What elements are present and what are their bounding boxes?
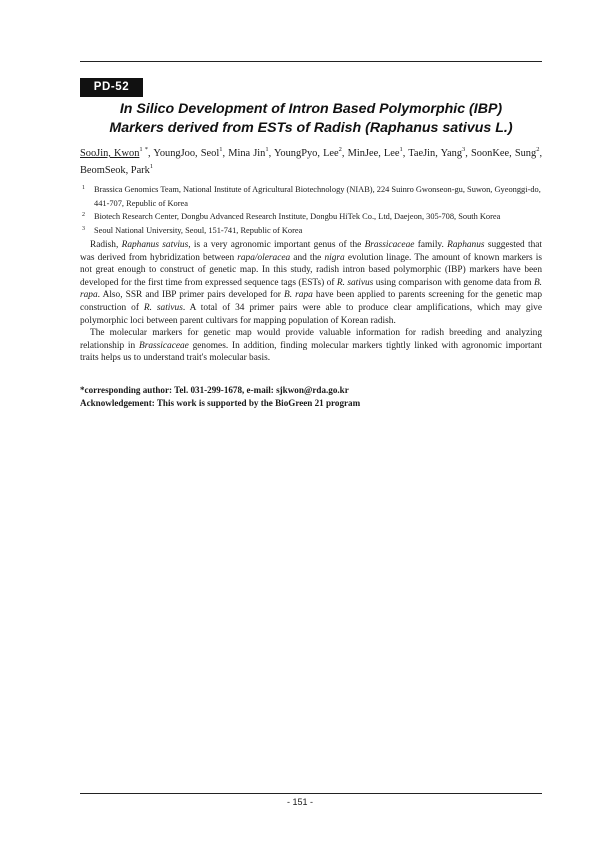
species-name: B. rapa [80, 277, 542, 301]
author-name: Mina Jin [228, 148, 266, 159]
author-name: SoonKee, Sung [471, 148, 537, 159]
affiliation-number: 1 [82, 185, 85, 191]
top-rule [80, 61, 542, 62]
author-affiliation-mark: 2 [536, 146, 540, 153]
abstract-body [80, 239, 542, 365]
affiliation-number: 2 [82, 212, 85, 219]
species-name: R. sativus [143, 302, 183, 313]
author: MinJee, Lee$^1$, [347, 146, 409, 159]
author-name: YoungJoo, Seol [153, 148, 220, 159]
author-list [80, 145, 542, 179]
species-name: B. rapa [284, 290, 313, 301]
paper-title [80, 100, 542, 138]
family-name: Brassicaceae [138, 340, 189, 351]
author-name: MinJee, Lee [347, 148, 400, 159]
author-name: SooJin, Kwon [80, 148, 140, 159]
author: SoonKee, Sung$^2$, [471, 146, 543, 159]
author-affiliation-mark: 1 [399, 146, 403, 153]
author-affiliation-mark: 1 [219, 146, 223, 153]
abstract-paragraph: Radish, Raphanus satvius, is a very agronomic important genus of the Brassicaceae family. Raphanus suggested that was derived from hybridization between rapa/oleracea and the nigra evolution linage. The amount of known markers is not great enough to construct of genetic map. In this study, radish intron based polymorphic (IBP) markers have been developed for the first time from expressed sequence tags (ESTs) of R. sativus using comparison with genome data from B. rapa. Also, SSR and IBP primer pairs developed for B. rapa have been applied to parents screening for the genetic map construction of R. sativus. A total of 34 primer pairs were able to produce clear amplifications, which may give polymorphic loci between parent cultivars for mapping population of Korean radish. [80, 240, 543, 326]
author-name: BeomSeok, Park [80, 165, 150, 176]
corresponding-author: *corresponding author: Tel. 031-299-1678, e-mail: sjkwon@rda.go.kr [80, 385, 349, 395]
affiliation-text: Seoul National University, Seoul, 151-741, Republic of Korea [94, 225, 303, 235]
title-line-2: Markers derived from ESTs of Radish (Raphanus sativus L.) [109, 120, 513, 136]
author-name: YoungPyo, Lee [273, 148, 339, 159]
abstract-paragraph: The molecular markers for genetic map would provide valuable information for radish breeding and analyzing relationship in Brassicaceae genomes. In addition, finding molecular markers tightly linked with agronomic important traits helps us to understand trait's molecular basis. [80, 328, 542, 364]
affiliation-item [80, 224, 542, 238]
species-name: Raphanus satvius [121, 240, 189, 250]
author: TaeJin, Yang$^3$, [408, 146, 472, 159]
author-affiliation-mark: 1 * [139, 146, 149, 153]
author-affiliation-mark: 3 [462, 146, 466, 153]
genus-name: Raphanus [447, 240, 485, 250]
author: Mina Jin$^1$, [228, 146, 274, 159]
author: SooJin, Kwon$^{1 *}$, [80, 146, 154, 159]
author-affiliation-mark: 1 [265, 146, 269, 153]
affiliation-text: Biotech Research Center, Dongbu Advanced Research Institute, Dongbu HiTek Co., Ltd, Daejeon, 305-708, South Korea [94, 212, 501, 222]
footnotes [80, 384, 542, 410]
affiliations [80, 183, 542, 237]
species-name: rapa/oleracea [237, 252, 291, 263]
affiliation-item [80, 210, 542, 224]
acknowledgement: Acknowledgement: This work is supported by the BioGreen 21 program [80, 398, 361, 408]
author: YoungJoo, Seol$^1$, [153, 146, 229, 159]
species-name: nigra [324, 252, 345, 263]
affiliation-number: 3 [82, 225, 85, 232]
title-line-1: In Silico Development of Intron Based Polymorphic (IBP) [119, 101, 503, 117]
author: YoungPyo, Lee$^2$, [273, 146, 348, 159]
species-name: R. sativus [336, 277, 374, 288]
author-affiliation-mark: 1 [149, 163, 154, 170]
session-badge: PD-52 [80, 78, 143, 97]
family-name: Brassicaceae [364, 240, 415, 250]
author-affiliation-mark: 2 [338, 146, 342, 153]
affiliation-item [80, 183, 542, 210]
author-name: TaeJin, Yang [408, 148, 463, 159]
bottom-rule [80, 793, 542, 794]
page-number: - 151 - [286, 797, 313, 807]
author [80, 165, 153, 176]
affiliation-text: Brassica Genomics Team, National Institute of Agricultural Biotechnology (NIAB), 224 Suinro Gwonseon-gu, Suwon, Gyeonggi-do, 441-707, Republic of Korea [94, 185, 541, 208]
